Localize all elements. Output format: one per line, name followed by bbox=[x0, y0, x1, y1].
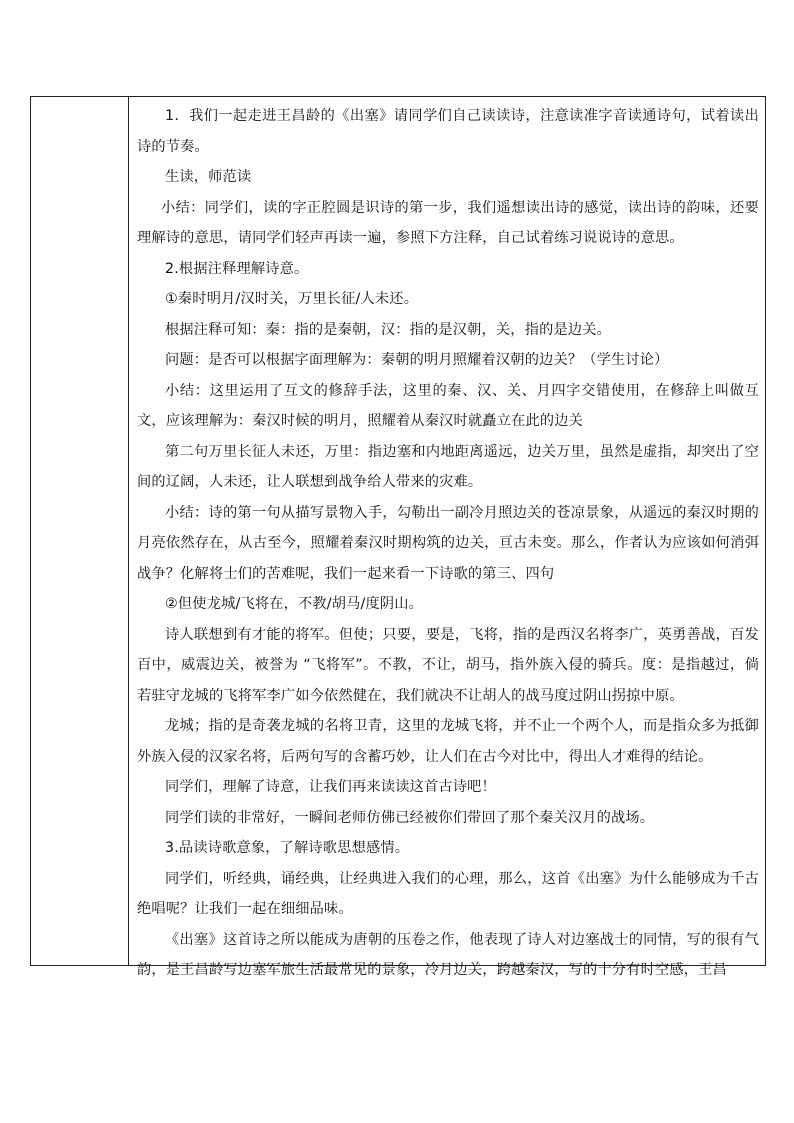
table-content-cell bbox=[129, 97, 765, 978]
paragraph-step-2-heading: 2.根据注释理解诗意。 bbox=[165, 260, 309, 277]
paragraph-second-line: 第二句万里长征人未还，万里：指边塞和内地距离遥远，边关万里，虽然是虚指，却突出了空间的辽阔，人未还，让人联想到战争给人带来的灾难。 bbox=[137, 443, 759, 490]
paragraph-classic: 同学们，听经典，诵经典，让经典进入我们的心理，那么，这首《出塞》为什么能够成为千古绝唱呢？让我们一起在细细品味。 bbox=[137, 870, 759, 917]
paragraph-question: 问题：是否可以根据字面理解为：秦朝的明月照耀着汉朝的边关？（学生讨论） bbox=[165, 352, 669, 368]
paragraph-praise: 同学们读的非常好，一瞬间老师仿佛已经被你们带回了那个秦关汉月的战场。 bbox=[165, 809, 655, 826]
lesson-table bbox=[30, 96, 766, 978]
paragraph-summary-1: 小结：同学们，读的字正腔圆是识诗的第一步，我们遥想读出诗的感觉，读出诗的韵味，还要理解诗的意思，请同学们轻声再读一遍，参照下方注释，自己试着练习说说诗的意思。 bbox=[137, 199, 759, 246]
paragraph-reading-intro: 1．我们一起走进王昌龄的《出塞》请同学们自己读读诗，注意读准字音读通诗句，试着读出诗的节奏。 bbox=[137, 108, 759, 155]
paragraph-student-read: 生读，师范读 bbox=[165, 169, 252, 185]
paragraph-summary-2: 小结：这里运用了互文的修辞手法，这里的秦、汉、关、月四字交错使用，在修辞上叫做互文，应该理解为：秦汉时候的明月，照耀着从秦汉时就矗立在此的边关 bbox=[137, 382, 759, 429]
paragraph-dragon-city: 龙城；指的是奇袭龙城的名将卫青，这里的龙城飞将，并不止一个两个人，而是指众多为抵御外族入侵的汉家名将，后两句写的含蓄巧妙，让人们在古今对比中，得出人才难得的结论。 bbox=[137, 718, 759, 765]
paragraph-analysis: 《出塞》这首诗之所以能成为唐朝的压卷之作，他表现了诗人对边塞战士的同情，写的很有气韵，是王昌龄写边塞军旅生活最常见的景象，冷月边关，跨越秦汉，写的十分有时空感，王昌 bbox=[137, 931, 759, 978]
paragraph-poem-line-2: ②但使龙城/飞将在，不教/胡马/度阴山。 bbox=[165, 596, 424, 612]
paragraph-step-3-heading: 3.品读诗歌意象，了解诗歌思想感情。 bbox=[165, 840, 410, 856]
paragraph-summary-3: 小结：诗的第一句从描写景物入手，勾勒出一副冷月照边关的苍凉景象，从遥远的秦汉时期的月亮依然存在，从古至今，照耀着秦汉时期构筑的边关，亘古未变。那么，作者认为应该如何消弭战争？化解将士们的苦难呢，我们一起来看一下诗歌的第三、四句 bbox=[137, 504, 759, 582]
paragraph-general-explanation: 诗人联想到有才能的将军。但使；只要，要是，飞将，指的是西汉名将李广，英勇善战，百发百中，威震边关，被誉为 “飞将军”。不教，不让，胡马，指外族入侵的骑兵。度：是指越过，倘若驻守龙城的飞将军李广如今依然健在，我们就决不让胡人的战马度过阴山拐掠中原。 bbox=[137, 626, 759, 704]
table-left-cell bbox=[31, 97, 129, 965]
paragraph-poem-line-1: ①秦时明月/汉时关，万里长征/人未还。 bbox=[165, 291, 419, 307]
paragraph-reread: 同学们，理解了诗意，让我们再来读读这首古诗吧！ bbox=[165, 779, 496, 795]
paragraph-annotation: 根据注释可知：秦：指的是秦朝，汉：指的是汉朝，关，指的是边关。 bbox=[165, 321, 612, 338]
